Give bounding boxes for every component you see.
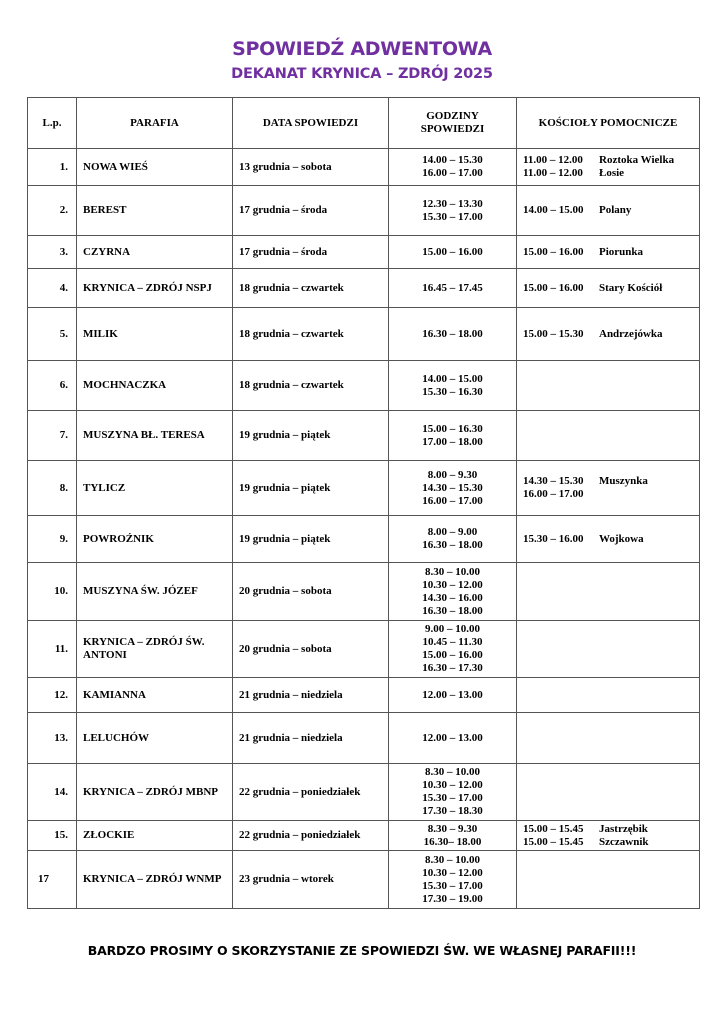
confession-hours [389, 851, 517, 909]
helper-churches [517, 764, 700, 821]
helper-place: Wojkowa [599, 532, 644, 545]
confession-date: 19 grudnia – piątek [233, 461, 389, 516]
helper-place: Muszynka [599, 475, 648, 487]
helper-time: 14.00 – 15.00 [523, 204, 584, 216]
parish-name: MILIK [77, 308, 233, 361]
hours-slot: 16.30– 18.00 [423, 835, 482, 848]
confession-hours [389, 236, 517, 269]
helper-churches [517, 269, 700, 308]
table-row [28, 236, 700, 269]
hours-slot: 10.30 – 12.00 [422, 866, 483, 879]
hours-slot: 8.00 – 9.30 [427, 468, 478, 481]
hours-slot: 15.00 – 16.30 [422, 422, 483, 435]
helper-churches [517, 461, 700, 516]
hours-slot: 8.30 – 10.00 [425, 766, 480, 778]
header-lp: L.p. [28, 98, 77, 149]
hours-slot: 16.45 – 17.45 [422, 281, 483, 294]
hours-slot: 14.30 – 16.00 [422, 591, 483, 604]
parish-name: KRYNICA – ZDRÓJ MBNP [77, 764, 233, 821]
confession-date: 20 grudnia – sobota [233, 563, 389, 621]
hours-slot: 8.30 – 9.30 [427, 822, 478, 835]
table-header-row [28, 98, 700, 149]
confession-date: 22 grudnia – poniedziałek [233, 821, 389, 851]
table-row [28, 411, 700, 461]
hours-slot: 16.00 – 17.00 [422, 494, 483, 507]
parish-name: MUSZYNA ŚW. JÓZEF [77, 563, 233, 621]
parish-name: KRYNICA – ZDRÓJ WNMP [77, 851, 233, 909]
helper-churches [517, 821, 700, 851]
parish-name: KRYNICA – ZDRÓJ NSPJ [77, 269, 233, 308]
hours-slot: 12.00 – 13.00 [422, 731, 483, 744]
helper-churches [517, 713, 700, 764]
confession-hours [389, 361, 517, 411]
hours-slot: 17.30 – 18.30 [422, 805, 483, 817]
hours-slot: 15.00 – 16.00 [422, 245, 483, 258]
row-number: 15. [28, 821, 77, 851]
helper-place: Piorunka [599, 245, 644, 258]
row-number: 3. [28, 236, 77, 269]
hours-slot: 16.30 – 18.00 [422, 604, 483, 617]
helper-time: 15.30 – 16.00 [523, 532, 584, 545]
hours-slot: 16.30 – 17.30 [422, 662, 483, 674]
confession-hours [389, 411, 517, 461]
hours-slot: 8.30 – 10.00 [425, 853, 480, 866]
hours-slot: 12.00 – 13.00 [422, 688, 483, 701]
hours-slot: 16.30 – 18.00 [422, 539, 483, 551]
confession-date: 17 grudnia – środa [233, 236, 389, 269]
table-row [28, 821, 700, 851]
hours-slot: 10.45 – 11.30 [422, 636, 483, 648]
table-row [28, 361, 700, 411]
confession-hours [389, 516, 517, 563]
confession-hours [389, 678, 517, 713]
helper-time: 16.00 – 17.00 [523, 488, 584, 500]
confession-hours [389, 186, 517, 236]
row-number: 11. [28, 621, 77, 678]
confession-hours [389, 821, 517, 851]
row-number: 2. [28, 186, 77, 236]
confession-date: 18 grudnia – czwartek [233, 269, 389, 308]
table-row [28, 149, 700, 186]
helper-church-entry [523, 246, 693, 259]
helper-church-entry [523, 836, 693, 849]
helper-church-entry [523, 204, 693, 217]
confession-hours [389, 308, 517, 361]
confession-hours [389, 461, 517, 516]
table-row [28, 461, 700, 516]
helper-churches [517, 149, 700, 186]
row-number: 9. [28, 516, 77, 563]
hours-slot: 10.30 – 12.00 [422, 779, 483, 791]
table-row [28, 678, 700, 713]
hours-slot: 9.00 – 10.00 [425, 623, 480, 635]
header-helper-churches: KOŚCIOŁY POMOCNICZE [517, 98, 700, 149]
parish-name: LELUCHÓW [77, 713, 233, 764]
helper-churches [517, 236, 700, 269]
helper-churches [517, 308, 700, 361]
row-number: 12. [28, 678, 77, 713]
helper-churches [517, 411, 700, 461]
helper-church-entry [523, 282, 693, 295]
row-number: 1. [28, 149, 77, 186]
helper-church-entry [523, 154, 693, 167]
confession-date: 19 grudnia – piątek [233, 516, 389, 563]
helper-churches [517, 563, 700, 621]
confession-date: 17 grudnia – środa [233, 186, 389, 236]
helper-churches [517, 851, 700, 909]
hours-slot: 10.30 – 12.00 [422, 578, 483, 591]
confession-date: 22 grudnia – poniedziałek [233, 764, 389, 821]
helper-time: 11.00 – 12.00 [523, 154, 583, 166]
helper-time: 14.30 – 15.30 [523, 475, 584, 487]
row-number: 14. [28, 764, 77, 821]
row-number: 8. [28, 461, 77, 516]
parish-name: NOWA WIEŚ [77, 149, 233, 186]
helper-church-entry [523, 167, 693, 180]
row-number: 6. [28, 361, 77, 411]
confession-schedule-table [27, 97, 700, 909]
confession-hours [389, 764, 517, 821]
confession-date: 21 grudnia – niedziela [233, 678, 389, 713]
row-number: 10. [28, 563, 77, 621]
parish-name: KRYNICA – ZDRÓJ ŚW. ANTONI [77, 621, 233, 678]
confession-date: 18 grudnia – czwartek [233, 308, 389, 361]
hours-slot: 16.30 – 18.00 [422, 327, 483, 340]
confession-hours [389, 563, 517, 621]
parish-name: TYLICZ [77, 461, 233, 516]
hours-slot: 16.00 – 17.00 [422, 167, 483, 179]
helper-place: Polany [599, 204, 632, 216]
table-row [28, 269, 700, 308]
helper-church-entry [523, 533, 693, 546]
helper-time: 15.00 – 16.00 [523, 281, 584, 294]
parish-name: MUSZYNA BŁ. TERESA [77, 411, 233, 461]
parish-name: MOCHNACZKA [77, 361, 233, 411]
parish-name: KAMIANNA [77, 678, 233, 713]
helper-place: Stary Kościół [599, 281, 663, 294]
confession-date: 19 grudnia – piątek [233, 411, 389, 461]
confession-hours [389, 269, 517, 308]
document-title: SPOWIEDŹ ADWENTOWA [232, 38, 492, 60]
hours-slot: 8.30 – 10.00 [425, 565, 480, 578]
helper-churches [517, 361, 700, 411]
helper-time: 15.00 – 15.45 [523, 822, 584, 835]
parish-name: ZŁOCKIE [77, 821, 233, 851]
row-number: 13. [28, 713, 77, 764]
helper-place: Jastrzębik [599, 822, 648, 835]
row-number: 17 [28, 851, 77, 909]
helper-churches [517, 186, 700, 236]
table-row [28, 516, 700, 563]
table-row [28, 713, 700, 764]
helper-church-entry [523, 488, 693, 501]
table-row [28, 764, 700, 821]
header-hours: GODZINY SPOWIEDZI [389, 98, 517, 149]
helper-time: 15.00 – 15.30 [523, 327, 584, 340]
parish-name: BEREST [77, 186, 233, 236]
hours-slot: 15.30 – 17.00 [422, 210, 483, 223]
table-row [28, 621, 700, 678]
helper-churches [517, 678, 700, 713]
hours-slot: 8.00 – 9.00 [427, 526, 478, 538]
helper-church-entry [523, 823, 693, 836]
hours-slot: 14.30 – 15.30 [422, 481, 483, 494]
helper-time: 15.00 – 16.00 [523, 245, 584, 258]
hours-slot: 12.30 – 13.30 [422, 197, 483, 210]
helper-churches [517, 621, 700, 678]
confession-date: 20 grudnia – sobota [233, 621, 389, 678]
confession-date: 13 grudnia – sobota [233, 149, 389, 186]
table-row [28, 563, 700, 621]
header-parish: PARAFIA [77, 98, 233, 149]
parish-name: POWROŹNIK [77, 516, 233, 563]
row-number: 5. [28, 308, 77, 361]
hours-slot: 15.00 – 16.00 [422, 649, 483, 661]
helper-place: Andrzejówka [599, 327, 663, 340]
helper-place: Roztoka Wielka [599, 154, 675, 166]
table-row [28, 851, 700, 909]
header-date: DATA SPOWIEDZI [233, 98, 389, 149]
confession-date: 18 grudnia – czwartek [233, 361, 389, 411]
helper-churches [517, 516, 700, 563]
helper-place: Łosie [599, 167, 625, 179]
helper-time: 15.00 – 15.45 [523, 835, 584, 848]
hours-slot: 17.00 – 18.00 [422, 435, 483, 448]
confession-hours [389, 149, 517, 186]
table-body [28, 149, 700, 909]
document-subtitle: DEKANAT KRYNICA – ZDRÓJ 2025 [231, 66, 493, 82]
footer-note: BARDZO PROSIMY O SKORZYSTANIE ZE SPOWIEDZI ŚW. WE WŁASNEJ PARAFII!!! [87, 943, 637, 958]
confession-hours [389, 621, 517, 678]
helper-time: 11.00 – 12.00 [523, 167, 583, 179]
table-row [28, 186, 700, 236]
hours-slot: 15.30 – 17.00 [422, 879, 483, 892]
confession-hours [389, 713, 517, 764]
hours-slot: 14.00 – 15.30 [422, 154, 483, 166]
confession-date: 21 grudnia – niedziela [233, 713, 389, 764]
parish-name: CZYRNA [77, 236, 233, 269]
helper-church-entry [523, 475, 693, 488]
hours-slot: 15.30 – 17.00 [422, 792, 483, 804]
helper-place: Szczawnik [599, 835, 649, 848]
hours-slot: 14.00 – 15.00 [422, 372, 483, 385]
row-number: 7. [28, 411, 77, 461]
confession-date: 23 grudnia – wtorek [233, 851, 389, 909]
hours-slot: 17.30 – 19.00 [422, 892, 483, 905]
hours-slot: 15.30 – 16.30 [422, 385, 483, 398]
helper-church-entry [523, 328, 693, 341]
row-number: 4. [28, 269, 77, 308]
table-row [28, 308, 700, 361]
